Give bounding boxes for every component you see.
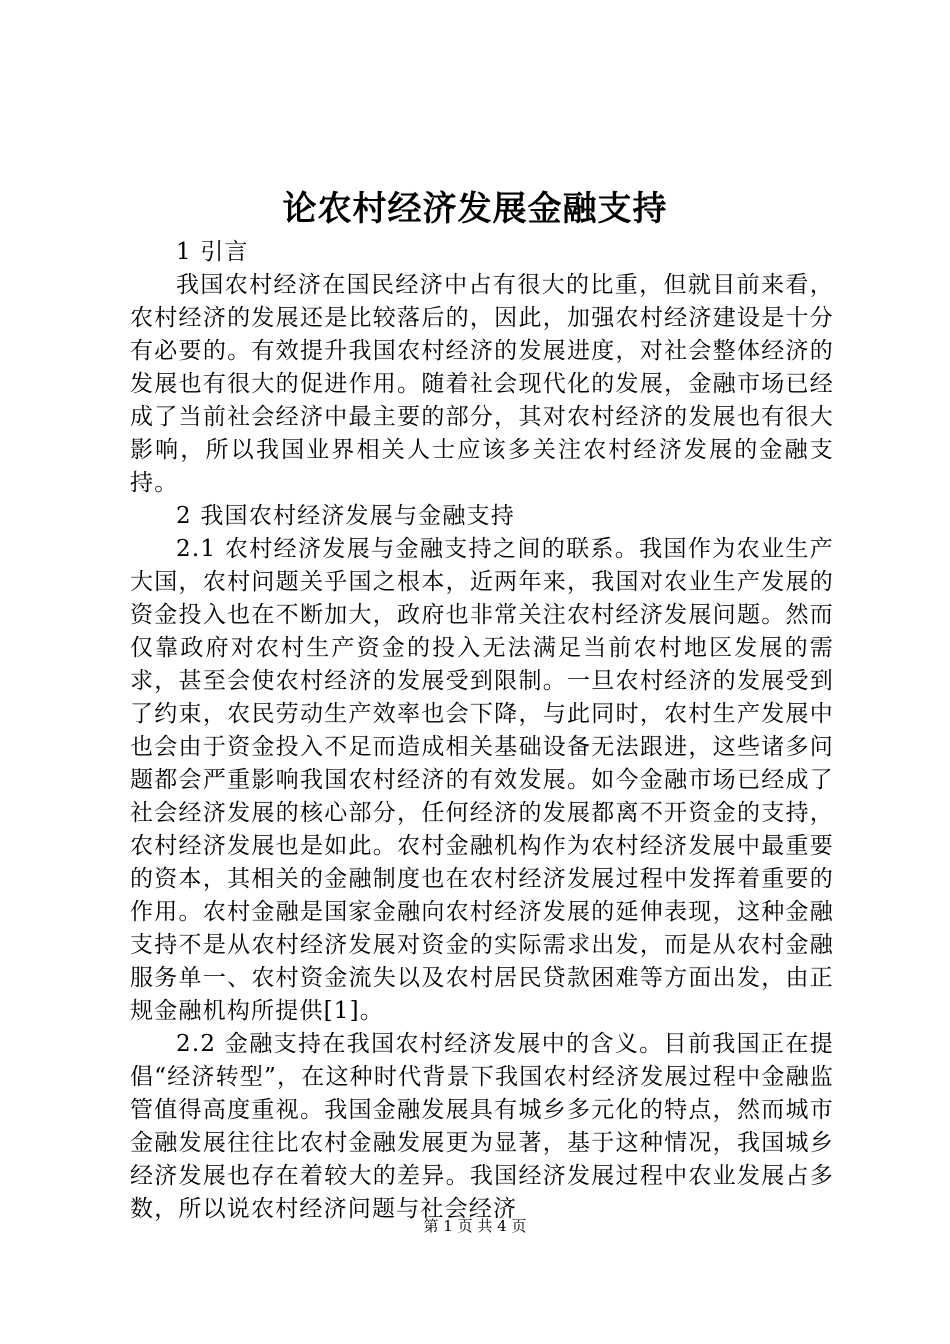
body-paragraph: 2.2 金融支持在我国农村经济发展中的含义。目前我国正在提倡“经济转型”，在这种时代背景下我国农村经济发展过程中金融监管值得高度重视。我国金融发展具有城乡多元化的特点，然而城市金融发展往往比农村金融发展更为显著，基于这种情况，我国城乡经济发展也存在着较大的差异。我国经济发展过程中农业发展占多数，所以说农村经济问题与社会经济	[130, 1031, 834, 1222]
document-title: 论农村经济发展金融支持	[282, 189, 668, 229]
page-footer: 第 1 页 共 4 页	[423, 1217, 527, 1235]
document-body	[130, 236, 834, 1226]
body-paragraph: 2.1 农村经济发展与金融支持之间的联系。我国作为农业生产大国，农村问题关乎国之根本，近两年来，我国对农业生产发展的资金投入也在不断加大，政府也非常关注农村经济发展问题。然而仅靠政府对农村生产资金的投入无法满足当前农村地区发展的需求，甚至会使农村经济的发展受到限制。一旦农村经济的发展受到了约束，农民劳动生产效率也会下降，与此同时，农村生产发展中也会由于资金投入不足而造成相关基础设备无法跟进，这些诸多问题都会严重影响我国农村经济的有效发展。如今金融市场已经成了社会经济发展的核心部分，任何经济的发展都离不开资金的支持，农村经济发展也是如此。农村金融机构作为农村经济发展中最重要的资本，其相关的金融制度也在农村经济发展过程中发挥着重要的作用。农村金融是国家金融向农村经济发展的延伸表现，这种金融支持不是从农村经济发展对资金的实际需求出发，而是从农村金融服务单一、农村资金流失以及农村居民贷款困难等方面出发，由正规金融机构所提供[1]。	[130, 536, 834, 1024]
section-heading: 1 引言	[176, 239, 249, 265]
body-paragraph: 我国农村经济在国民经济中占有很大的比重，但就目前来看，农村经济的发展还是比较落后的，因此，加强农村经济建设是十分有必要的。有效提升我国农村经济的发展进度，对社会整体经济的发展也有很大的促进作用。随着社会现代化的发展，金融市场已经成了当前社会经济中最主要的部分，其对农村经济的发展也有很大影响，所以我国业界相关人士应该多关注农村经济发展的金融支持。	[130, 272, 834, 496]
section-heading: 2 我国农村经济发展与金融支持	[176, 503, 515, 529]
